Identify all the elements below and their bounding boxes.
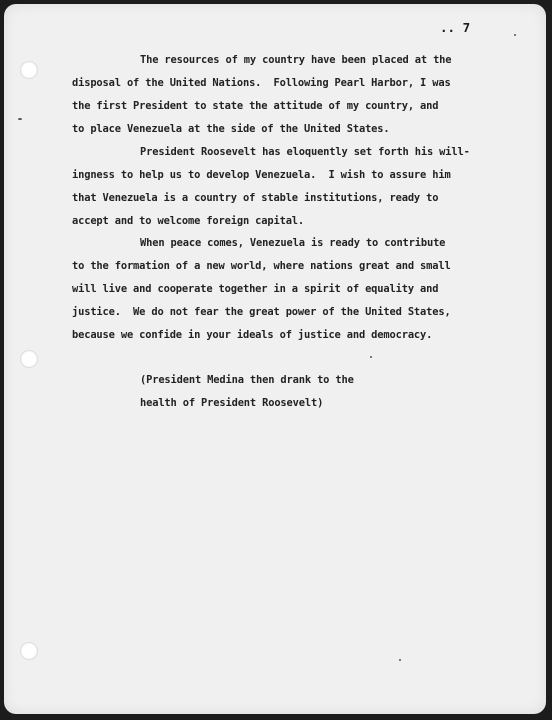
scan-speck bbox=[370, 356, 372, 358]
paragraph-line: to place Venezuela at the side of the United States. bbox=[72, 123, 390, 135]
paragraph-line: President Roosevelt has eloquently set forth his will- bbox=[140, 146, 470, 158]
punch-hole-top bbox=[20, 61, 38, 79]
paragraph-line: because we confide in your ideals of justice and democracy. bbox=[72, 329, 433, 341]
punch-hole-middle bbox=[20, 350, 38, 368]
paragraph-line: will live and cooperate together in a spirit of equality and bbox=[72, 283, 439, 295]
paragraph-line: accept and to welcome foreign capital. bbox=[72, 215, 305, 227]
paragraph-line: ingness to help us to develop Venezuela. I wish to assure him bbox=[72, 169, 451, 181]
punch-hole-bottom bbox=[20, 642, 38, 660]
page-number: .. 7 bbox=[440, 20, 471, 35]
paragraph-line: disposal of the United Nations. Following Pearl Harbor, I was bbox=[72, 77, 451, 89]
paragraph-line: that Venezuela is a country of stable institutions, ready to bbox=[72, 192, 439, 204]
paragraph-line: When peace comes, Venezuela is ready to contribute bbox=[140, 237, 446, 249]
stage-direction-line: (President Medina then drank to the bbox=[140, 374, 354, 386]
scan-speck bbox=[399, 659, 401, 661]
paper-sheet bbox=[4, 4, 546, 714]
paragraph-line: to the formation of a new world, where nations great and small bbox=[72, 260, 451, 272]
paragraph-line: the first President to state the attitude of my country, and bbox=[72, 100, 439, 112]
paragraph-line: justice. We do not fear the great power of the United States, bbox=[72, 306, 451, 318]
scan-speck bbox=[514, 34, 516, 36]
scan-speck bbox=[18, 118, 22, 120]
stage-direction-line: health of President Roosevelt) bbox=[140, 397, 324, 409]
paragraph-line: The resources of my country have been placed at the bbox=[140, 54, 452, 66]
